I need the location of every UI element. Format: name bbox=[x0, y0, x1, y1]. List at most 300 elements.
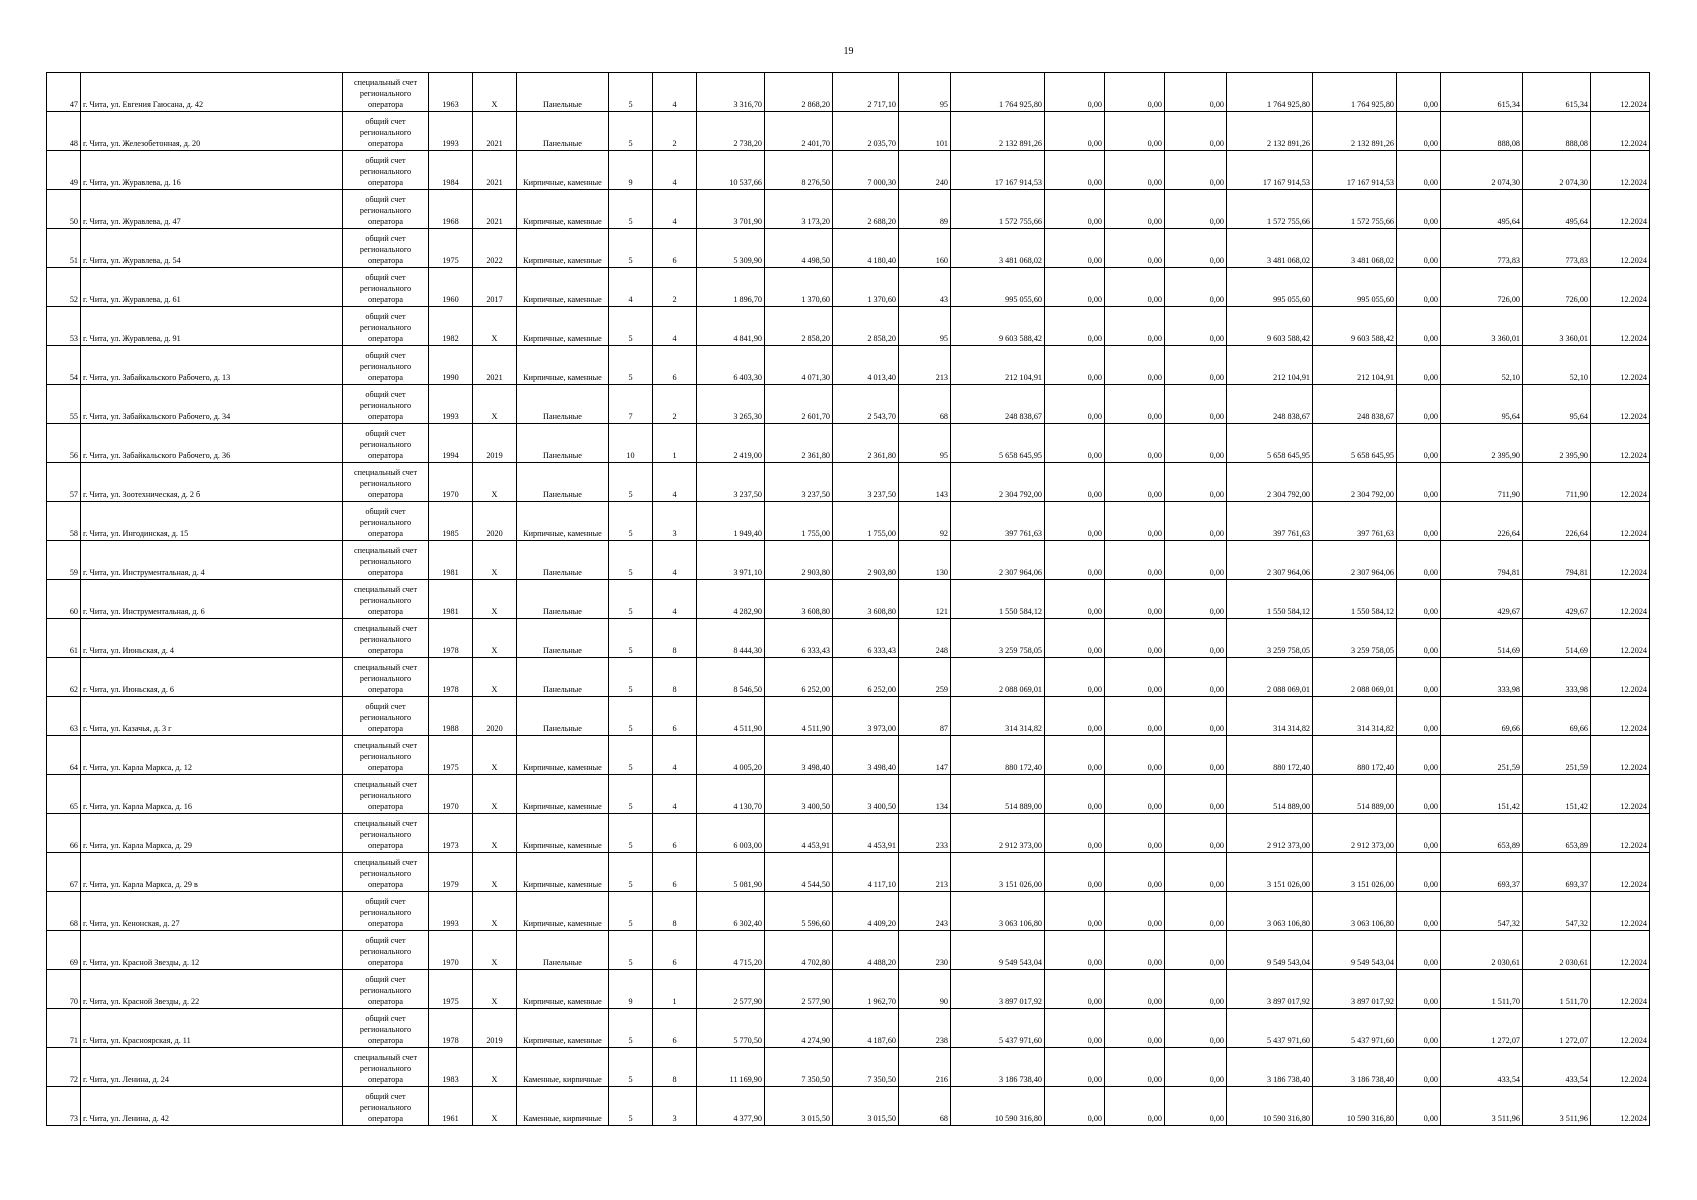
cell-address: г. Чита, ул. Журавлева, д. 16 bbox=[81, 151, 343, 190]
cell-owners-funds-2: 2 912 373,00 bbox=[1313, 814, 1397, 853]
cell-year-built: 1984 bbox=[429, 151, 473, 190]
cell-year-built: 1983 bbox=[429, 1048, 473, 1087]
cell-wall-material: Кирпичные, каменные bbox=[517, 307, 609, 346]
cell-residents: 160 bbox=[899, 229, 951, 268]
cell-last-repair-year: 2021 bbox=[473, 190, 517, 229]
cell-account-type: общий счет регионального оператора bbox=[343, 892, 429, 931]
cell-max-unit-cost: 693,37 bbox=[1523, 853, 1591, 892]
cell-regional-funds: 0,00 bbox=[1105, 268, 1165, 307]
cell-federal-funds: 0,00 bbox=[1045, 697, 1105, 736]
cell-total-cost: 9 549 543,04 bbox=[951, 931, 1045, 970]
cell-owners-funds: 1 550 584,12 bbox=[1227, 580, 1313, 619]
cell-account-type: общий счет регионального оператора bbox=[343, 424, 429, 463]
cell-entrances: 6 bbox=[653, 814, 697, 853]
cell-living-area: 1 370,60 bbox=[765, 268, 833, 307]
cell-total-area: 3 237,50 bbox=[697, 463, 765, 502]
cell-wall-material: Кирпичные, каменные bbox=[517, 853, 609, 892]
cell-other-funds: 0,00 bbox=[1397, 385, 1441, 424]
cell-local-funds: 0,00 bbox=[1165, 1087, 1227, 1126]
cell-owners-funds-2: 995 055,60 bbox=[1313, 268, 1397, 307]
cell-floors: 4 bbox=[609, 268, 653, 307]
cell-max-unit-cost: 2 030,61 bbox=[1523, 931, 1591, 970]
cell-address: г. Чита, ул. Казачья, д. 3 г bbox=[81, 697, 343, 736]
cell-local-funds: 0,00 bbox=[1165, 970, 1227, 1009]
cell-owners-funds: 3 186 738,40 bbox=[1227, 1048, 1313, 1087]
cell-max-unit-cost: 653,89 bbox=[1523, 814, 1591, 853]
cell-owners-funds: 397 761,63 bbox=[1227, 502, 1313, 541]
cell-entrances: 4 bbox=[653, 307, 697, 346]
cell-account-type: специальный счет регионального оператора bbox=[343, 658, 429, 697]
cell-residents: 90 bbox=[899, 970, 951, 1009]
cell-max-unit-cost: 226,64 bbox=[1523, 502, 1591, 541]
table-row bbox=[47, 463, 1650, 502]
cell-last-repair-year: 2022 bbox=[473, 229, 517, 268]
cell-residential-area: 4 409,20 bbox=[833, 892, 899, 931]
cell-total-area: 2 419,00 bbox=[697, 424, 765, 463]
cell-residential-area: 7 000,30 bbox=[833, 151, 899, 190]
cell-other-funds: 0,00 bbox=[1397, 229, 1441, 268]
table-row bbox=[47, 1048, 1650, 1087]
cell-regional-funds: 0,00 bbox=[1105, 853, 1165, 892]
cell-wall-material: Панельные bbox=[517, 658, 609, 697]
cell-planned-date: 12.2024 bbox=[1591, 502, 1650, 541]
cell-last-repair-year: X bbox=[473, 814, 517, 853]
cell-max-unit-cost: 547,32 bbox=[1523, 892, 1591, 931]
cell-residential-area: 2 903,80 bbox=[833, 541, 899, 580]
cell-entrances: 8 bbox=[653, 892, 697, 931]
cell-owners-funds-2: 2 307 964,06 bbox=[1313, 541, 1397, 580]
cell-last-repair-year: X bbox=[473, 1087, 517, 1126]
cell-last-repair-year: X bbox=[473, 307, 517, 346]
cell-regional-funds: 0,00 bbox=[1105, 73, 1165, 112]
cell-planned-date: 12.2024 bbox=[1591, 73, 1650, 112]
cell-local-funds: 0,00 bbox=[1165, 736, 1227, 775]
cell-local-funds: 0,00 bbox=[1165, 580, 1227, 619]
cell-other-funds: 0,00 bbox=[1397, 346, 1441, 385]
cell-federal-funds: 0,00 bbox=[1045, 307, 1105, 346]
cell-total-cost: 1 764 925,80 bbox=[951, 73, 1045, 112]
cell-federal-funds: 0,00 bbox=[1045, 1048, 1105, 1087]
cell-regional-funds: 0,00 bbox=[1105, 424, 1165, 463]
cell-regional-funds: 0,00 bbox=[1105, 970, 1165, 1009]
cell-year-built: 1982 bbox=[429, 307, 473, 346]
cell-owners-funds: 2 307 964,06 bbox=[1227, 541, 1313, 580]
cell-floors: 5 bbox=[609, 814, 653, 853]
cell-total-area: 1 896,70 bbox=[697, 268, 765, 307]
cell-total-area: 3 265,30 bbox=[697, 385, 765, 424]
cell-unit-cost: 3 360,01 bbox=[1441, 307, 1523, 346]
cell-total-cost: 3 897 017,92 bbox=[951, 970, 1045, 1009]
cell-account-type: специальный счет регионального оператора bbox=[343, 853, 429, 892]
cell-residents: 134 bbox=[899, 775, 951, 814]
cell-unit-cost: 2 030,61 bbox=[1441, 931, 1523, 970]
cell-planned-date: 12.2024 bbox=[1591, 970, 1650, 1009]
cell-total-cost: 3 259 758,05 bbox=[951, 619, 1045, 658]
cell-residents: 92 bbox=[899, 502, 951, 541]
cell-last-repair-year: X bbox=[473, 853, 517, 892]
cell-owners-funds: 3 897 017,92 bbox=[1227, 970, 1313, 1009]
cell-residents: 121 bbox=[899, 580, 951, 619]
cell-total-area: 3 316,70 bbox=[697, 73, 765, 112]
cell-year-built: 1993 bbox=[429, 892, 473, 931]
cell-planned-date: 12.2024 bbox=[1591, 268, 1650, 307]
cell-local-funds: 0,00 bbox=[1165, 1009, 1227, 1048]
cell-total-area: 4 005,20 bbox=[697, 736, 765, 775]
cell-local-funds: 0,00 bbox=[1165, 853, 1227, 892]
cell-last-repair-year: 2019 bbox=[473, 1009, 517, 1048]
cell-federal-funds: 0,00 bbox=[1045, 970, 1105, 1009]
cell-entrances: 8 bbox=[653, 1048, 697, 1087]
cell-owners-funds: 17 167 914,53 bbox=[1227, 151, 1313, 190]
cell-year-built: 1981 bbox=[429, 541, 473, 580]
cell-residents: 89 bbox=[899, 190, 951, 229]
cell-last-repair-year: 2020 bbox=[473, 697, 517, 736]
cell-unit-cost: 3 511,96 bbox=[1441, 1087, 1523, 1126]
cell-unit-cost: 888,08 bbox=[1441, 112, 1523, 151]
cell-owners-funds-2: 314 314,82 bbox=[1313, 697, 1397, 736]
cell-other-funds: 0,00 bbox=[1397, 463, 1441, 502]
cell-local-funds: 0,00 bbox=[1165, 1048, 1227, 1087]
cell-total-area: 4 715,20 bbox=[697, 931, 765, 970]
cell-row-number: 59 bbox=[47, 541, 81, 580]
cell-total-cost: 880 172,40 bbox=[951, 736, 1045, 775]
cell-owners-funds: 880 172,40 bbox=[1227, 736, 1313, 775]
cell-owners-funds: 248 838,67 bbox=[1227, 385, 1313, 424]
cell-local-funds: 0,00 bbox=[1165, 619, 1227, 658]
cell-residential-area: 4 187,60 bbox=[833, 1009, 899, 1048]
cell-unit-cost: 95,64 bbox=[1441, 385, 1523, 424]
cell-regional-funds: 0,00 bbox=[1105, 307, 1165, 346]
cell-row-number: 60 bbox=[47, 580, 81, 619]
cell-total-cost: 212 104,91 bbox=[951, 346, 1045, 385]
cell-floors: 5 bbox=[609, 1087, 653, 1126]
cell-residents: 230 bbox=[899, 931, 951, 970]
cell-regional-funds: 0,00 bbox=[1105, 541, 1165, 580]
cell-residential-area: 2 858,20 bbox=[833, 307, 899, 346]
cell-total-cost: 2 307 964,06 bbox=[951, 541, 1045, 580]
cell-living-area: 1 755,00 bbox=[765, 502, 833, 541]
table-row bbox=[47, 697, 1650, 736]
cell-entrances: 4 bbox=[653, 775, 697, 814]
cell-entrances: 3 bbox=[653, 502, 697, 541]
cell-residents: 68 bbox=[899, 1087, 951, 1126]
cell-address: г. Чита, ул. Журавлева, д. 61 bbox=[81, 268, 343, 307]
cell-floors: 5 bbox=[609, 697, 653, 736]
cell-entrances: 2 bbox=[653, 112, 697, 151]
cell-other-funds: 0,00 bbox=[1397, 580, 1441, 619]
cell-max-unit-cost: 95,64 bbox=[1523, 385, 1591, 424]
cell-row-number: 71 bbox=[47, 1009, 81, 1048]
cell-max-unit-cost: 711,90 bbox=[1523, 463, 1591, 502]
cell-account-type: общий счет регионального оператора bbox=[343, 502, 429, 541]
cell-year-built: 1978 bbox=[429, 1009, 473, 1048]
cell-address: г. Чита, ул. Карла Маркса, д. 16 bbox=[81, 775, 343, 814]
cell-row-number: 53 bbox=[47, 307, 81, 346]
cell-local-funds: 0,00 bbox=[1165, 73, 1227, 112]
cell-row-number: 64 bbox=[47, 736, 81, 775]
cell-federal-funds: 0,00 bbox=[1045, 424, 1105, 463]
cell-address: г. Чита, ул. Евгения Гаюсана, д. 42 bbox=[81, 73, 343, 112]
cell-other-funds: 0,00 bbox=[1397, 619, 1441, 658]
cell-entrances: 4 bbox=[653, 463, 697, 502]
cell-living-area: 3 608,80 bbox=[765, 580, 833, 619]
cell-year-built: 1988 bbox=[429, 697, 473, 736]
cell-unit-cost: 433,54 bbox=[1441, 1048, 1523, 1087]
cell-regional-funds: 0,00 bbox=[1105, 697, 1165, 736]
cell-unit-cost: 52,10 bbox=[1441, 346, 1523, 385]
cell-residents: 95 bbox=[899, 424, 951, 463]
cell-planned-date: 12.2024 bbox=[1591, 931, 1650, 970]
cell-max-unit-cost: 1 272,07 bbox=[1523, 1009, 1591, 1048]
cell-row-number: 72 bbox=[47, 1048, 81, 1087]
cell-total-cost: 10 590 316,80 bbox=[951, 1087, 1045, 1126]
cell-address: г. Чита, ул. Красноярская, д. 11 bbox=[81, 1009, 343, 1048]
cell-floors: 5 bbox=[609, 1009, 653, 1048]
cell-residents: 233 bbox=[899, 814, 951, 853]
cell-residents: 213 bbox=[899, 346, 951, 385]
cell-account-type: специальный счет регионального оператора bbox=[343, 619, 429, 658]
cell-regional-funds: 0,00 bbox=[1105, 892, 1165, 931]
cell-federal-funds: 0,00 bbox=[1045, 1009, 1105, 1048]
cell-year-built: 1973 bbox=[429, 814, 473, 853]
cell-federal-funds: 0,00 bbox=[1045, 931, 1105, 970]
cell-federal-funds: 0,00 bbox=[1045, 385, 1105, 424]
cell-living-area: 4 453,91 bbox=[765, 814, 833, 853]
cell-owners-funds-2: 514 889,00 bbox=[1313, 775, 1397, 814]
cell-unit-cost: 653,89 bbox=[1441, 814, 1523, 853]
cell-regional-funds: 0,00 bbox=[1105, 931, 1165, 970]
cell-max-unit-cost: 726,00 bbox=[1523, 268, 1591, 307]
cell-account-type: общий счет регионального оператора bbox=[343, 931, 429, 970]
table-row bbox=[47, 424, 1650, 463]
cell-federal-funds: 0,00 bbox=[1045, 463, 1105, 502]
cell-last-repair-year: X bbox=[473, 580, 517, 619]
cell-last-repair-year: X bbox=[473, 385, 517, 424]
cell-entrances: 2 bbox=[653, 268, 697, 307]
cell-other-funds: 0,00 bbox=[1397, 190, 1441, 229]
cell-year-built: 1961 bbox=[429, 1087, 473, 1126]
cell-account-type: специальный счет регионального оператора bbox=[343, 1048, 429, 1087]
cell-address: г. Чита, ул. Зоотехническая, д. 2 б bbox=[81, 463, 343, 502]
cell-regional-funds: 0,00 bbox=[1105, 346, 1165, 385]
cell-last-repair-year: X bbox=[473, 931, 517, 970]
cell-max-unit-cost: 615,34 bbox=[1523, 73, 1591, 112]
cell-local-funds: 0,00 bbox=[1165, 814, 1227, 853]
cell-year-built: 1978 bbox=[429, 658, 473, 697]
cell-unit-cost: 514,69 bbox=[1441, 619, 1523, 658]
cell-total-area: 4 282,90 bbox=[697, 580, 765, 619]
table-row bbox=[47, 190, 1650, 229]
cell-owners-funds: 1 764 925,80 bbox=[1227, 73, 1313, 112]
cell-residential-area: 3 498,40 bbox=[833, 736, 899, 775]
cell-total-cost: 995 055,60 bbox=[951, 268, 1045, 307]
cell-residential-area: 4 180,40 bbox=[833, 229, 899, 268]
cell-wall-material: Панельные bbox=[517, 580, 609, 619]
cell-federal-funds: 0,00 bbox=[1045, 346, 1105, 385]
cell-wall-material: Панельные bbox=[517, 619, 609, 658]
cell-floors: 5 bbox=[609, 736, 653, 775]
table-row bbox=[47, 736, 1650, 775]
cell-regional-funds: 0,00 bbox=[1105, 502, 1165, 541]
cell-planned-date: 12.2024 bbox=[1591, 892, 1650, 931]
cell-residential-area: 4 453,91 bbox=[833, 814, 899, 853]
cell-residents: 101 bbox=[899, 112, 951, 151]
cell-residential-area: 3 608,80 bbox=[833, 580, 899, 619]
cell-year-built: 1975 bbox=[429, 229, 473, 268]
cell-wall-material: Кирпичные, каменные bbox=[517, 190, 609, 229]
cell-total-cost: 248 838,67 bbox=[951, 385, 1045, 424]
cell-total-cost: 2 132 891,26 bbox=[951, 112, 1045, 151]
cell-row-number: 61 bbox=[47, 619, 81, 658]
table-row bbox=[47, 580, 1650, 619]
cell-living-area: 5 596,60 bbox=[765, 892, 833, 931]
cell-total-area: 4 511,90 bbox=[697, 697, 765, 736]
cell-year-built: 1975 bbox=[429, 970, 473, 1009]
cell-residents: 240 bbox=[899, 151, 951, 190]
cell-local-funds: 0,00 bbox=[1165, 931, 1227, 970]
cell-account-type: общий счет регионального оператора bbox=[343, 1087, 429, 1126]
cell-federal-funds: 0,00 bbox=[1045, 502, 1105, 541]
cell-row-number: 52 bbox=[47, 268, 81, 307]
cell-owners-funds: 2 088 069,01 bbox=[1227, 658, 1313, 697]
cell-row-number: 69 bbox=[47, 931, 81, 970]
cell-address: г. Чита, ул. Журавлева, д. 47 bbox=[81, 190, 343, 229]
cell-unit-cost: 726,00 bbox=[1441, 268, 1523, 307]
cell-federal-funds: 0,00 bbox=[1045, 151, 1105, 190]
cell-last-repair-year: 2021 bbox=[473, 346, 517, 385]
cell-regional-funds: 0,00 bbox=[1105, 463, 1165, 502]
cell-account-type: общий счет регионального оператора bbox=[343, 697, 429, 736]
cell-local-funds: 0,00 bbox=[1165, 658, 1227, 697]
cell-last-repair-year: X bbox=[473, 892, 517, 931]
cell-residents: 95 bbox=[899, 73, 951, 112]
cell-total-cost: 9 603 588,42 bbox=[951, 307, 1045, 346]
cell-year-built: 1994 bbox=[429, 424, 473, 463]
cell-floors: 9 bbox=[609, 151, 653, 190]
cell-entrances: 1 bbox=[653, 424, 697, 463]
cell-planned-date: 12.2024 bbox=[1591, 346, 1650, 385]
cell-entrances: 8 bbox=[653, 658, 697, 697]
cell-max-unit-cost: 2 395,90 bbox=[1523, 424, 1591, 463]
cell-residential-area: 3 237,50 bbox=[833, 463, 899, 502]
cell-federal-funds: 0,00 bbox=[1045, 268, 1105, 307]
cell-wall-material: Панельные bbox=[517, 541, 609, 580]
cell-residents: 143 bbox=[899, 463, 951, 502]
cell-planned-date: 12.2024 bbox=[1591, 1009, 1650, 1048]
cell-owners-funds-2: 248 838,67 bbox=[1313, 385, 1397, 424]
cell-last-repair-year: 2019 bbox=[473, 424, 517, 463]
cell-max-unit-cost: 2 074,30 bbox=[1523, 151, 1591, 190]
cell-local-funds: 0,00 bbox=[1165, 385, 1227, 424]
cell-unit-cost: 693,37 bbox=[1441, 853, 1523, 892]
table-row bbox=[47, 931, 1650, 970]
cell-row-number: 56 bbox=[47, 424, 81, 463]
cell-wall-material: Панельные bbox=[517, 697, 609, 736]
cell-wall-material: Панельные bbox=[517, 112, 609, 151]
cell-total-area: 1 949,40 bbox=[697, 502, 765, 541]
cell-address: г. Чита, ул. Красной Звезды, д. 12 bbox=[81, 931, 343, 970]
cell-living-area: 2 401,70 bbox=[765, 112, 833, 151]
cell-owners-funds-2: 10 590 316,80 bbox=[1313, 1087, 1397, 1126]
cell-planned-date: 12.2024 bbox=[1591, 190, 1650, 229]
cell-max-unit-cost: 773,83 bbox=[1523, 229, 1591, 268]
cell-year-built: 1975 bbox=[429, 736, 473, 775]
cell-regional-funds: 0,00 bbox=[1105, 1087, 1165, 1126]
cell-unit-cost: 495,64 bbox=[1441, 190, 1523, 229]
cell-year-built: 1968 bbox=[429, 190, 473, 229]
cell-residential-area: 3 973,00 bbox=[833, 697, 899, 736]
cell-account-type: общий счет регионального оператора bbox=[343, 346, 429, 385]
cell-other-funds: 0,00 bbox=[1397, 1009, 1441, 1048]
cell-last-repair-year: X bbox=[473, 619, 517, 658]
cell-residential-area: 3 015,50 bbox=[833, 1087, 899, 1126]
cell-owners-funds: 2 132 891,26 bbox=[1227, 112, 1313, 151]
table-row bbox=[47, 229, 1650, 268]
table-row bbox=[47, 814, 1650, 853]
cell-max-unit-cost: 333,98 bbox=[1523, 658, 1591, 697]
cell-residential-area: 2 717,10 bbox=[833, 73, 899, 112]
cell-floors: 5 bbox=[609, 463, 653, 502]
cell-owners-funds: 995 055,60 bbox=[1227, 268, 1313, 307]
cell-regional-funds: 0,00 bbox=[1105, 619, 1165, 658]
cell-floors: 5 bbox=[609, 229, 653, 268]
cell-federal-funds: 0,00 bbox=[1045, 541, 1105, 580]
cell-residents: 216 bbox=[899, 1048, 951, 1087]
cell-total-area: 3 701,90 bbox=[697, 190, 765, 229]
cell-last-repair-year: X bbox=[473, 73, 517, 112]
cell-floors: 9 bbox=[609, 970, 653, 1009]
cell-other-funds: 0,00 bbox=[1397, 424, 1441, 463]
cell-federal-funds: 0,00 bbox=[1045, 1087, 1105, 1126]
cell-regional-funds: 0,00 bbox=[1105, 775, 1165, 814]
cell-total-area: 3 971,10 bbox=[697, 541, 765, 580]
cell-unit-cost: 794,81 bbox=[1441, 541, 1523, 580]
table-row bbox=[47, 541, 1650, 580]
cell-row-number: 50 bbox=[47, 190, 81, 229]
cell-wall-material: Кирпичные, каменные bbox=[517, 268, 609, 307]
cell-living-area: 6 333,43 bbox=[765, 619, 833, 658]
cell-entrances: 4 bbox=[653, 151, 697, 190]
cell-other-funds: 0,00 bbox=[1397, 814, 1441, 853]
cell-year-built: 1963 bbox=[429, 73, 473, 112]
cell-planned-date: 12.2024 bbox=[1591, 151, 1650, 190]
cell-address: г. Чита, ул. Забайкальского Рабочего, д. 36 bbox=[81, 424, 343, 463]
cell-total-cost: 1 572 755,66 bbox=[951, 190, 1045, 229]
cell-local-funds: 0,00 bbox=[1165, 307, 1227, 346]
cell-living-area: 2 858,20 bbox=[765, 307, 833, 346]
cell-other-funds: 0,00 bbox=[1397, 697, 1441, 736]
cell-address: г. Чита, ул. Ленина, д. 24 bbox=[81, 1048, 343, 1087]
cell-max-unit-cost: 52,10 bbox=[1523, 346, 1591, 385]
cell-address: г. Чита, ул. Инструментальная, д. 4 bbox=[81, 541, 343, 580]
housing-register-table bbox=[46, 72, 1650, 1126]
table-row bbox=[47, 151, 1650, 190]
cell-year-built: 1993 bbox=[429, 112, 473, 151]
table-row bbox=[47, 970, 1650, 1009]
table-row bbox=[47, 502, 1650, 541]
cell-local-funds: 0,00 bbox=[1165, 151, 1227, 190]
cell-wall-material: Панельные bbox=[517, 424, 609, 463]
cell-living-area: 7 350,50 bbox=[765, 1048, 833, 1087]
cell-floors: 5 bbox=[609, 619, 653, 658]
cell-row-number: 54 bbox=[47, 346, 81, 385]
cell-unit-cost: 773,83 bbox=[1441, 229, 1523, 268]
cell-planned-date: 12.2024 bbox=[1591, 1087, 1650, 1126]
cell-floors: 5 bbox=[609, 502, 653, 541]
cell-unit-cost: 2 395,90 bbox=[1441, 424, 1523, 463]
cell-owners-funds: 3 151 026,00 bbox=[1227, 853, 1313, 892]
cell-planned-date: 12.2024 bbox=[1591, 424, 1650, 463]
